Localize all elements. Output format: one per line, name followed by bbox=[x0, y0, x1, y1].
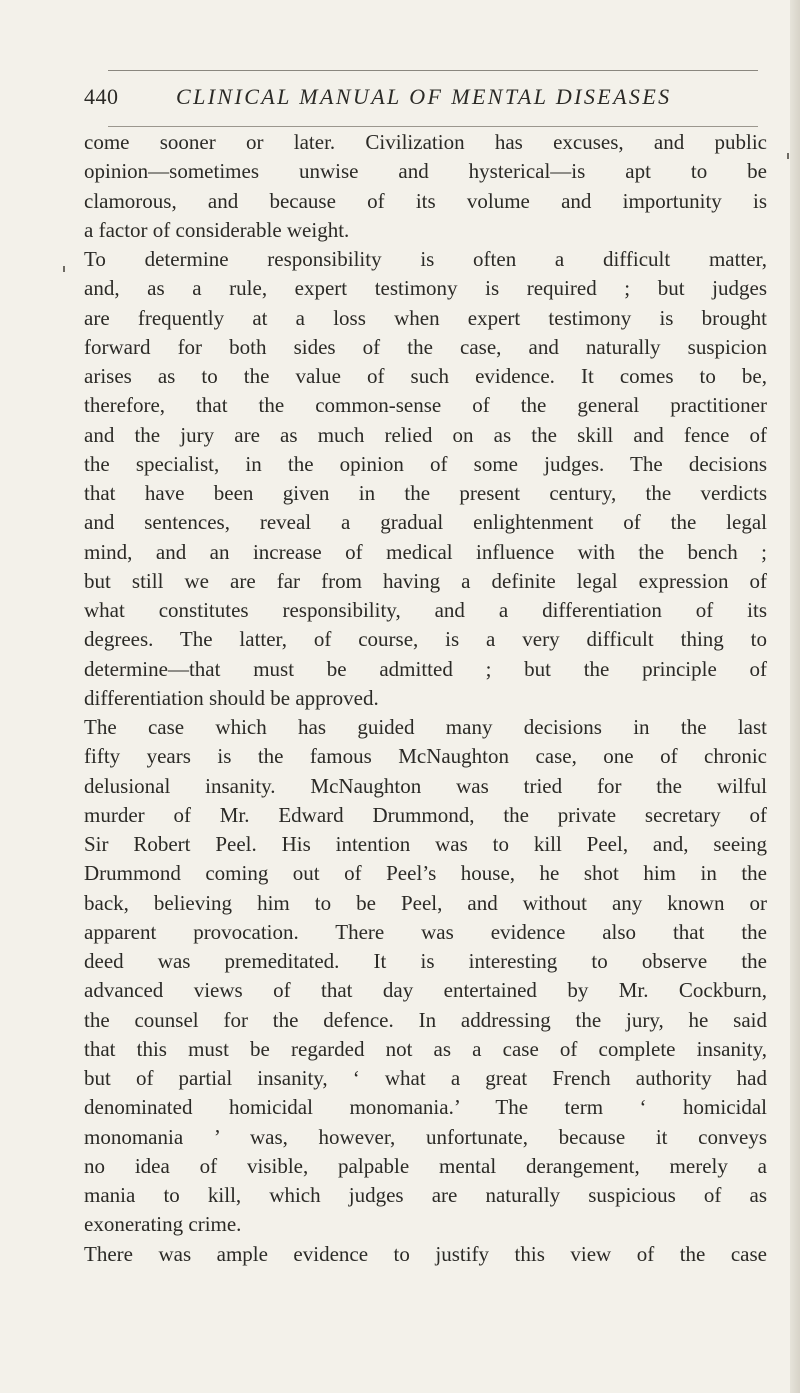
text-line: are frequently at a loss when expert testimony is brought bbox=[84, 305, 767, 330]
text-line: opinion—sometimes unwise and hysterical—is apt to be bbox=[84, 159, 767, 184]
text-line: fifty years is the famous McNaughton case, one of chronic bbox=[84, 744, 767, 769]
running-head: CLINICAL MANUAL OF MENTAL DISEASES bbox=[176, 84, 672, 109]
text-line: differentiation should be approved. bbox=[84, 685, 379, 710]
body-text bbox=[84, 128, 767, 1269]
text-line: determine—that must be admitted ; but the principle of bbox=[84, 656, 767, 681]
text-line: no idea of visible, palpable mental derangement, merely a bbox=[84, 1153, 767, 1178]
text-line: advanced views of that day entertained by Mr. Cockburn, bbox=[84, 978, 767, 1003]
text-line: the specialist, in the opinion of some judges. The decisions bbox=[84, 451, 767, 476]
text-line: murder of Mr. Edward Drummond, the private secretary of bbox=[84, 802, 767, 827]
paragraph-start-line: The case which has guided many decisions in the last bbox=[84, 715, 767, 739]
header-rule bbox=[108, 126, 758, 127]
paragraph-start-line: There was ample evidence to justify this view of the case bbox=[84, 1241, 767, 1266]
text-line: deed was premeditated. It is interesting to observe the bbox=[84, 949, 767, 973]
text-line: what constitutes responsibility, and a differentiation of its bbox=[84, 598, 767, 622]
text-line: clamorous, and because of its volume and importunity is bbox=[84, 188, 767, 213]
text-line: a factor of considerable weight. bbox=[84, 217, 350, 242]
top-rule bbox=[108, 70, 758, 71]
paragraph-start-line: To determine responsibility is often a difficult matter, bbox=[84, 247, 767, 271]
text-line: degrees. The latter, of course, is a very difficult thing to bbox=[84, 627, 767, 652]
text-line: Drummond coming out of Peel’s house, he shot him in the bbox=[84, 861, 767, 886]
text-line: and sentences, reveal a gradual enlightenment of the legal bbox=[84, 510, 767, 535]
text-line: exonerating crime. bbox=[84, 1212, 242, 1237]
text-line: but still we are far from having a definite legal expression of bbox=[84, 568, 767, 593]
text-line: monomania ’ was, however, unfortunate, because it conveys bbox=[84, 1124, 767, 1149]
text-line: the counsel for the defence. In addressing the jury, he said bbox=[84, 1007, 767, 1032]
margin-mark bbox=[787, 153, 789, 159]
margin-mark bbox=[63, 266, 65, 272]
page-header bbox=[84, 84, 764, 118]
text-line: back, believing him to be Peel, and without any known or bbox=[84, 890, 767, 915]
page-edge bbox=[790, 0, 800, 1393]
text-line: mania to kill, which judges are naturally suspicious of as bbox=[84, 1183, 767, 1207]
text-line: mind, and an increase of medical influence with the bench ; bbox=[84, 539, 767, 564]
text-line: but of partial insanity, ‘ what a great French authority had bbox=[84, 1066, 767, 1090]
page-number: 440 bbox=[84, 84, 119, 109]
text-line: come sooner or later. Civilization has excuses, and public bbox=[84, 130, 767, 154]
text-line: Sir Robert Peel. His intention was to kill Peel, and, seeing bbox=[84, 832, 767, 856]
text-line: and the jury are as much relied on as the skill and fence of bbox=[84, 422, 767, 447]
text-line: that have been given in the present century, the verdicts bbox=[84, 481, 767, 505]
text-line: apparent provocation. There was evidence also that the bbox=[84, 919, 767, 944]
text-line: therefore, that the common-sense of the general practitioner bbox=[84, 393, 767, 418]
text-line: arises as to the value of such evidence. It comes to be, bbox=[84, 364, 767, 388]
text-line: delusional insanity. McNaughton was tried for the wilful bbox=[84, 773, 767, 798]
text-line: denominated homicidal monomania.’ The term ‘ homicidal bbox=[84, 1095, 767, 1120]
text-line: forward for both sides of the case, and naturally suspicion bbox=[84, 334, 767, 359]
text-line: that this must be regarded not as a case of complete insanity, bbox=[84, 1036, 767, 1061]
text-line: and, as a rule, expert testimony is required ; but judges bbox=[84, 276, 767, 301]
